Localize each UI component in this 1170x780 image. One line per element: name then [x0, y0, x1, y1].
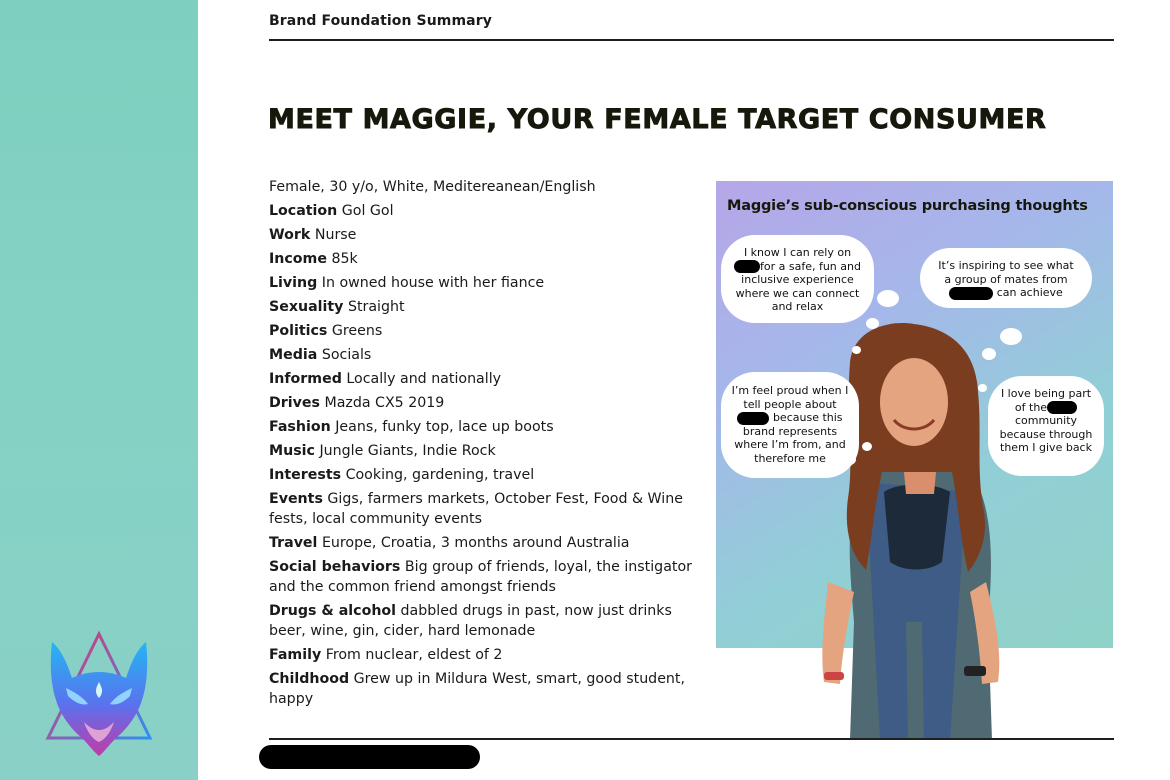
- profile-label: Childhood: [269, 671, 350, 687]
- profile-row-sexuality: [269, 297, 709, 317]
- profile-label: Politics: [269, 323, 328, 339]
- profile-label: Location: [269, 203, 338, 219]
- thought-dot: [843, 454, 856, 465]
- profile-row-income: [269, 249, 709, 269]
- profile-label: Informed: [269, 371, 342, 387]
- bubble-text: I’m feel proud when I tell people about: [731, 384, 849, 411]
- profile-row-family: [269, 645, 709, 665]
- profile-intro: Female, 30 y/o, White, Meditereanean/English: [269, 179, 596, 195]
- profile-label: Fashion: [269, 419, 331, 435]
- thought-bubble-2: [920, 248, 1092, 308]
- bubble-text: I know I can rely on: [743, 246, 852, 259]
- persona-profile: [269, 177, 709, 713]
- profile-value: Jungle Giants, Indie Rock: [319, 443, 496, 459]
- wolf-logo-icon: [44, 630, 154, 758]
- profile-value: 85k: [331, 251, 358, 267]
- profile-value: Gol Gol: [341, 203, 394, 219]
- profile-value: Mazda CX5 2019: [324, 395, 445, 411]
- thought-dot: [877, 290, 899, 307]
- profile-row-media: [269, 345, 709, 365]
- profile-value: Jeans, funky top, lace up boots: [335, 419, 554, 435]
- profile-row-informed: [269, 369, 709, 389]
- profile-label: Events: [269, 491, 323, 507]
- profile-value: Cooking, gardening, travel: [345, 467, 535, 483]
- profile-label: Drugs & alcohol: [269, 603, 397, 619]
- redaction-mark: [949, 287, 993, 300]
- profile-row-childhood: [269, 669, 709, 709]
- page-headline: MEET MAGGIE, YOUR FEMALE TARGET CONSUMER: [268, 104, 1047, 135]
- profile-row-location: [269, 201, 709, 221]
- profile-row-drugs-alcohol: [269, 601, 709, 641]
- bubble-text: It’s inspiring to see what a group of mates from: [938, 259, 1074, 286]
- profile-value: Locally and nationally: [346, 371, 502, 387]
- redaction-mark: [737, 412, 769, 425]
- profile-value: Socials: [321, 347, 372, 363]
- redaction-mark: [734, 260, 760, 273]
- page-header-title: Brand Foundation Summary: [269, 13, 492, 29]
- profile-row-politics: [269, 321, 709, 341]
- profile-value: Europe, Croatia, 3 months around Australia: [321, 535, 630, 551]
- profile-row-work: [269, 225, 709, 245]
- profile-row-events: [269, 489, 709, 529]
- profile-label: Drives: [269, 395, 320, 411]
- thought-dot: [866, 318, 879, 329]
- profile-label: Living: [269, 275, 318, 291]
- thought-dot: [982, 348, 996, 360]
- profile-value: dabbled drugs in past, now just drinks beer, wine, gin, cider, hard lemonade: [269, 603, 672, 639]
- profile-value: Gigs, farmers markets, October Fest, Food & Wine fests, local community events: [269, 491, 683, 527]
- profile-row-interests: [269, 465, 709, 485]
- redaction-mark: [1047, 401, 1077, 414]
- profile-label: Travel: [269, 535, 318, 551]
- profile-row-fashion: [269, 417, 709, 437]
- thoughts-panel-title: Maggie’s sub-conscious purchasing thoughts: [727, 198, 1088, 214]
- profile-label: Sexuality: [269, 299, 344, 315]
- thought-bubble-3: [721, 372, 859, 478]
- profile-value: Greens: [331, 323, 383, 339]
- profile-row-living: [269, 273, 709, 293]
- sidebar-panel: [0, 0, 198, 780]
- profile-value: Big group of friends, loyal, the instigator and the common friend amongst friends: [269, 559, 692, 595]
- profile-label: Social behaviors: [269, 559, 401, 575]
- bubble-text: because this brand represents where I’m from, and therefore me: [734, 411, 846, 465]
- profile-row-social-behaviors: [269, 557, 709, 597]
- thought-dot: [978, 384, 987, 392]
- profile-label: Interests: [269, 467, 342, 483]
- profile-label: Work: [269, 227, 311, 243]
- profile-label: Income: [269, 251, 327, 267]
- bubble-text: I love being part of the: [1000, 387, 1092, 414]
- thought-bubble-4: [988, 376, 1104, 476]
- bubble-text: can achieve: [996, 286, 1063, 299]
- bubble-text: community because through them I give back: [999, 414, 1093, 454]
- bubble-text: for a safe, fun and inclusive experience where we can connect and relax: [735, 259, 861, 313]
- profile-value: Straight: [347, 299, 405, 315]
- profile-row-music: [269, 441, 709, 461]
- thought-bubble-1: [721, 235, 874, 323]
- footer-redaction: [259, 745, 480, 769]
- profile-row-drives: [269, 393, 709, 413]
- footer-divider: [269, 738, 1114, 740]
- header-divider: [269, 39, 1114, 41]
- thought-dot: [862, 442, 872, 451]
- profile-value: In owned house with her fiance: [321, 275, 545, 291]
- thought-dot: [1000, 328, 1022, 345]
- profile-value: Nurse: [314, 227, 357, 243]
- profile-value: Grew up in Mildura West, smart, good student, happy: [269, 671, 685, 707]
- profile-value: From nuclear, eldest of 2: [325, 647, 503, 663]
- thought-dot: [852, 346, 861, 354]
- profile-row-travel: [269, 533, 709, 553]
- profile-label: Family: [269, 647, 322, 663]
- profile-label: Media: [269, 347, 318, 363]
- profile-label: Music: [269, 443, 315, 459]
